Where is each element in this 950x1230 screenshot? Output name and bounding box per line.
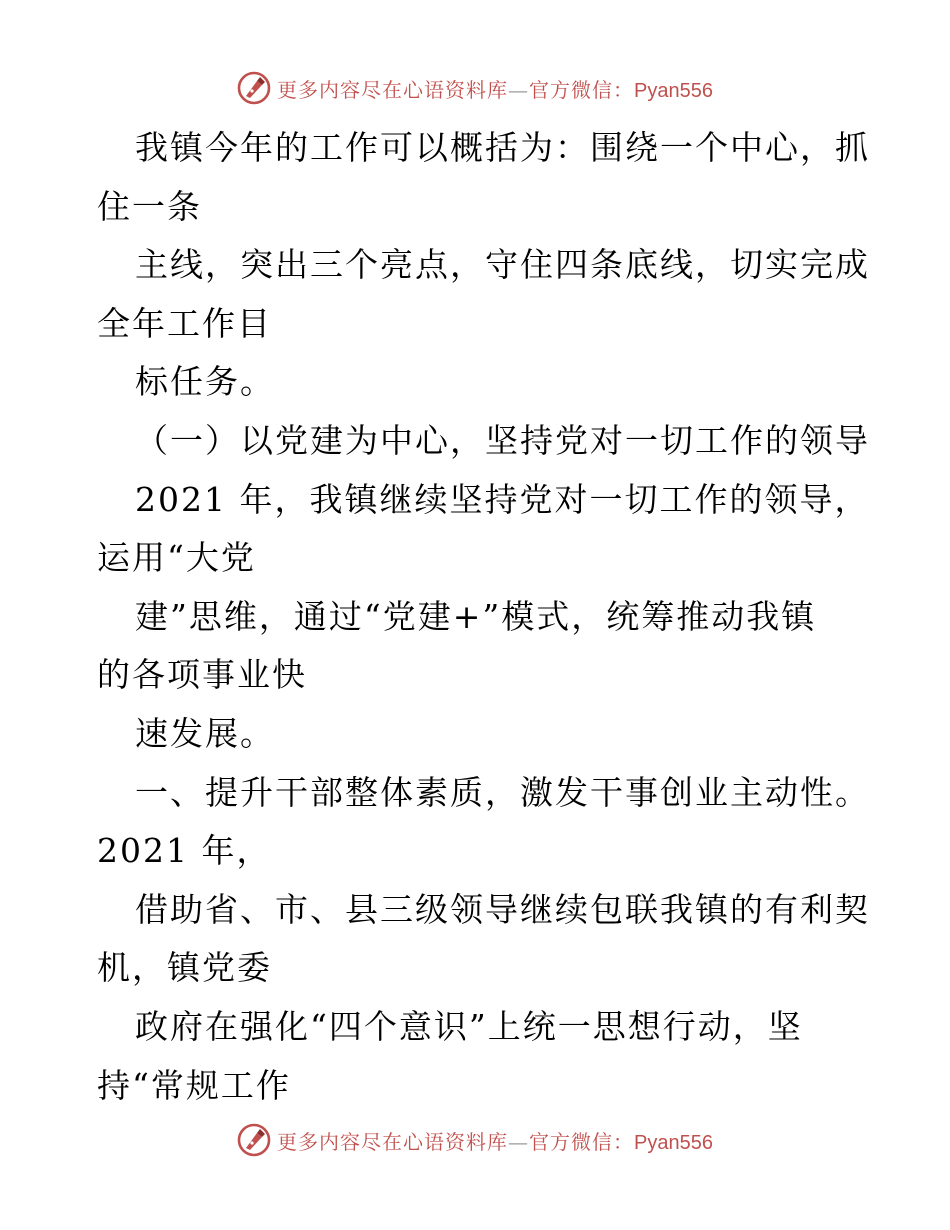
- body-line: 全年工作目: [97, 303, 272, 343]
- body-line: 2021 年，: [97, 831, 272, 871]
- footer-brand-text: 更多内容尽在心语资料库: [277, 1129, 509, 1154]
- body-line: 我镇今年的工作可以概括为：围绕一个中心，抓: [135, 128, 870, 167]
- body-line: 主线，突出三个亮点，守住四条底线，切实完成: [135, 245, 870, 285]
- pen-nib-logo-icon: [237, 71, 271, 105]
- header-contact-id: Pyan556: [634, 79, 713, 102]
- footer-watermark-text: [277, 1126, 713, 1155]
- footer-contact-label: 官方微信：: [529, 1129, 635, 1154]
- body-line: 标任务。: [135, 362, 275, 402]
- header-separator: —: [508, 77, 530, 102]
- body-line: 住一条: [97, 186, 202, 226]
- section-heading: （一）以党建为中心，坚持党对一切工作的领导: [135, 420, 870, 460]
- body-line: 建”思维，通过“党建+”模式，统筹推动我镇: [135, 596, 817, 636]
- body-line: 机，镇党委: [97, 948, 272, 988]
- body-line: 的各项事业快: [97, 655, 307, 695]
- document-body: [97, 119, 887, 1115]
- header-contact-label: 官方微信：: [529, 77, 635, 102]
- header-watermark-text: [277, 74, 713, 103]
- header-brand-text: 更多内容尽在心语资料库: [277, 77, 509, 102]
- pen-nib-logo-icon: [237, 1123, 271, 1157]
- body-line: 运用“大党: [97, 538, 256, 578]
- header-watermark: [0, 66, 950, 110]
- footer-separator: —: [508, 1129, 530, 1154]
- body-line: 借助省、市、县三级领导继续包联我镇的有利契: [135, 889, 870, 929]
- body-line: 持“常规工作: [97, 1065, 291, 1105]
- body-line: 政府在强化“四个意识”上统一思想行动，坚: [135, 1006, 803, 1046]
- body-line: 速发展。: [135, 713, 275, 753]
- subsection-heading: 一、提升干部整体素质，激发干事创业主动性。: [135, 772, 870, 812]
- body-line: 2021 年，我镇继续坚持党对一切工作的领导，: [135, 479, 870, 519]
- footer-contact-id: Pyan556: [634, 1131, 713, 1154]
- footer-watermark: [0, 1118, 950, 1162]
